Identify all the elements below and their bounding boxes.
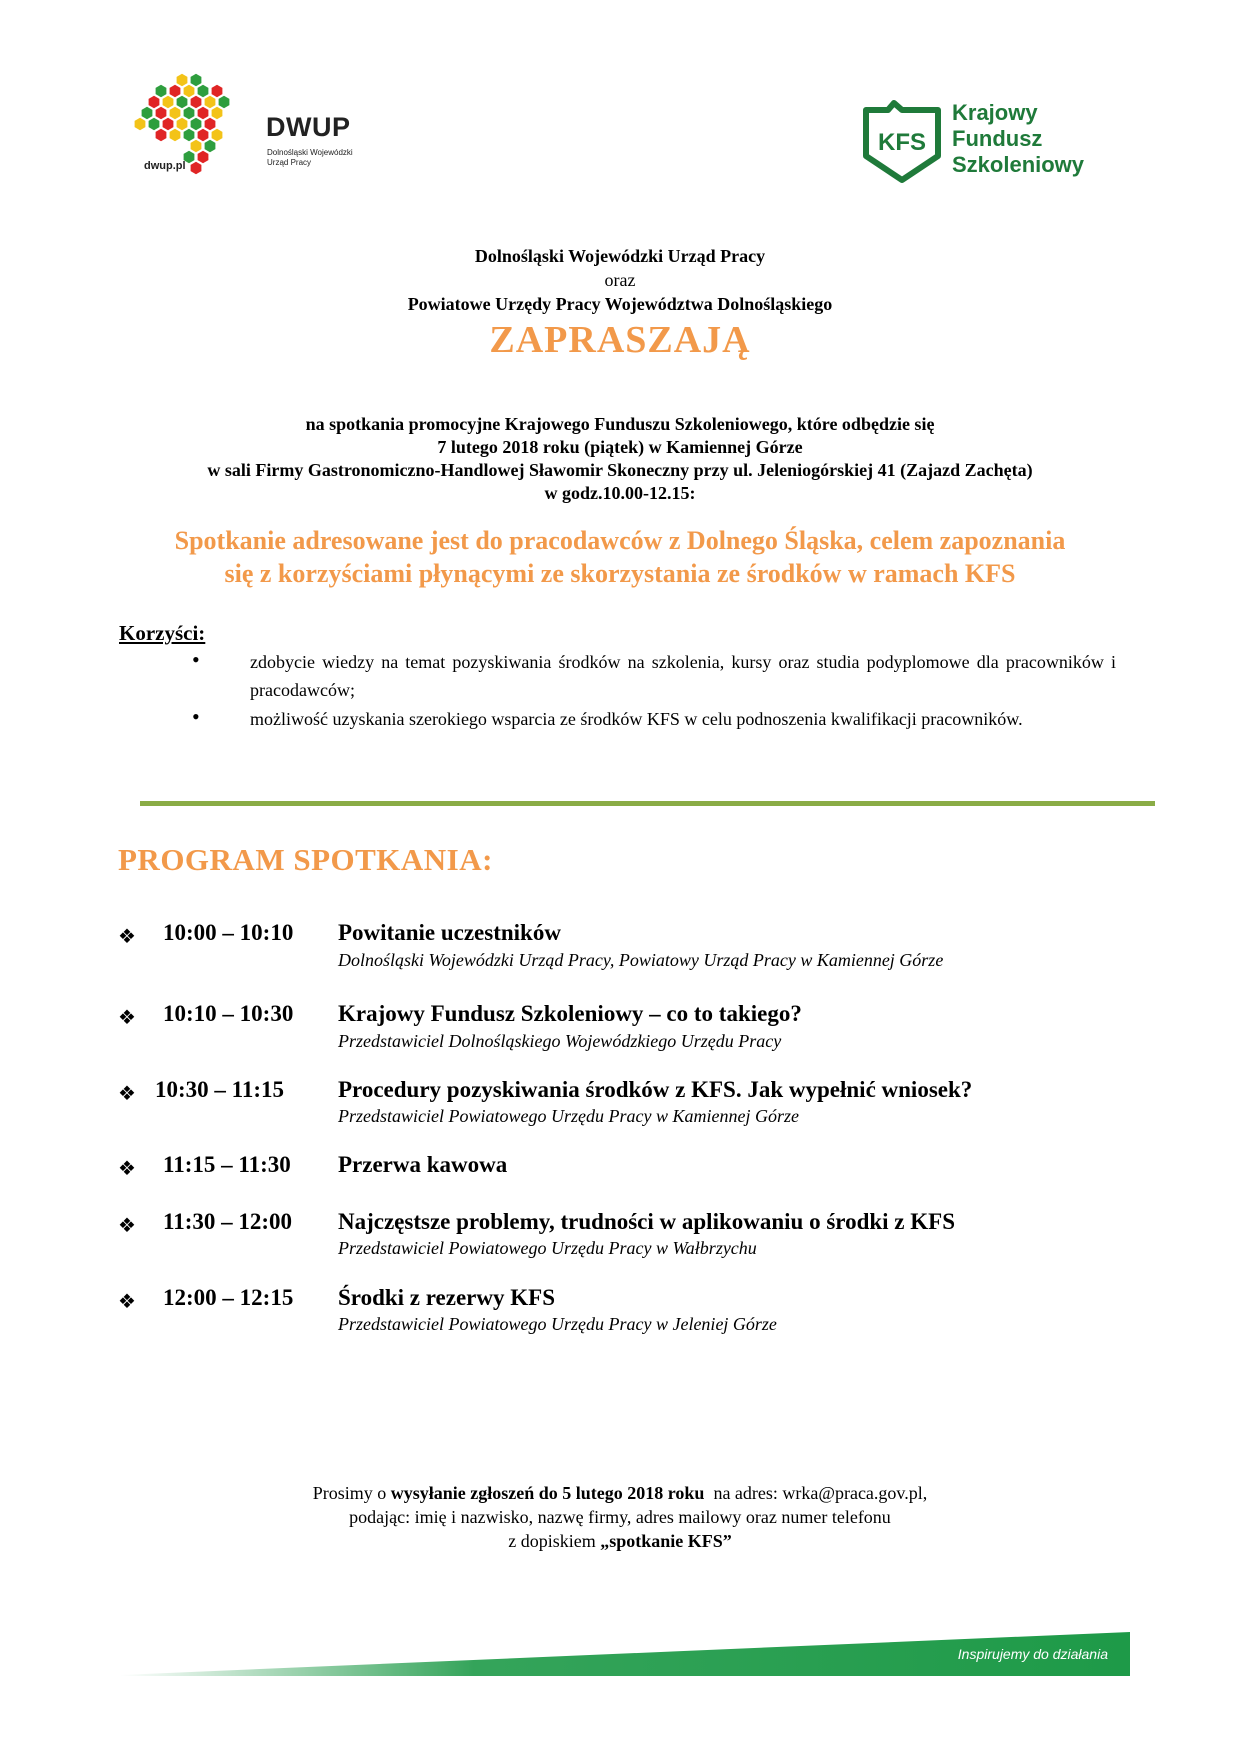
diamond-bullet-icon: ❖ [118, 1007, 136, 1029]
program-speaker: Przedstawiciel Dolnośląskiego Wojewódzkiego Urzędu Pracy [338, 1031, 782, 1051]
dwup-hexagon-cell [184, 107, 195, 119]
audience-line: Spotkanie adresowane jest do pracodawców z Dolnego Śląska, celem zapoznania [174, 526, 1066, 555]
dwup-hexagon-cell [156, 85, 167, 97]
dwup-hexagon-cell [177, 118, 188, 130]
dwup-hexagon-cell [156, 107, 167, 119]
kfs-name-line: Szkoleniowy [952, 152, 1085, 177]
dwup-hexagon-cell [184, 129, 195, 141]
dwup-hexagon-cell [170, 85, 181, 97]
tagline: Inspirujemy do działania [957, 1646, 1108, 1662]
dwup-hexagon-cell [163, 96, 174, 108]
registration-keyword: „spotkanie KFS” [600, 1531, 732, 1551]
dwup-hexagon-cell [198, 129, 209, 141]
diamond-bullet-icon: ❖ [118, 1215, 136, 1237]
invitation-line: w sali Firmy Gastronomiczno-Handlowej Sławomir Skoneczny przy ul. Jeleniogórskiej 41 (Zajazd Zachęta) [207, 460, 1033, 480]
dwup-hexagon-cell [205, 96, 216, 108]
benefit-item: zdobycie wiedzy na temat pozyskiwania środków na szkolenia, kursy oraz studia podyplomowe dla pracowników i pracodawców; [250, 652, 1116, 700]
dwup-hexagon-cell [191, 118, 202, 130]
registration-line: podając: imię i nazwisko, nazwę firmy, adres mailowy oraz numer telefonu [349, 1507, 891, 1527]
diamond-bullet-icon: ❖ [118, 926, 136, 948]
program-session-title: Procedury pozyskiwania środków z KFS. Jak wypełnić wniosek? [338, 1077, 973, 1102]
kfs-name-line: Krajowy [952, 100, 1038, 125]
program-time: 11:30 – 12:00 [163, 1209, 293, 1234]
registration-text: z dopiskiem [508, 1531, 601, 1551]
dwup-hexagon-cell [212, 107, 223, 119]
program-time: 10:00 – 10:10 [163, 920, 294, 945]
program-speaker: Przedstawiciel Powiatowego Urzędu Pracy w Wałbrzychu [338, 1238, 757, 1258]
dwup-hexagon-cell [177, 74, 188, 86]
dwup-logo-subtitle [267, 148, 353, 168]
dwup-hexagon-cell [170, 129, 181, 141]
program-title: PROGRAM SPOTKANIA: [118, 842, 493, 877]
bottom-band [120, 1628, 1130, 1676]
section-divider [140, 801, 1155, 806]
dwup-hexagon-cell [219, 96, 230, 108]
dwup-hexagon-cell [212, 85, 223, 97]
program-session-title: Najczęstsze problemy, trudności w aplikowaniu o środki z KFS [338, 1209, 955, 1234]
dwup-hexagon-cell [212, 129, 223, 141]
bullet-icon: • [192, 704, 200, 729]
dwup-hexagon-cell [191, 162, 202, 174]
program-time: 11:15 – 11:30 [163, 1152, 291, 1177]
dwup-hexagon-cell [156, 129, 167, 141]
dwup-hexagon-cell [198, 151, 209, 163]
dwup-hexagon-cell [191, 74, 202, 86]
kfs-logo-name [952, 100, 1084, 178]
invitation-line: w godz.10.00-12.15: [544, 483, 696, 503]
diamond-bullet-icon: ❖ [118, 1083, 136, 1105]
registration-line [0, 1529, 1240, 1553]
registration-text: Prosimy o [312, 1483, 391, 1503]
invitation-line: 7 lutego 2018 roku (piątek) w Kamiennej Górze [437, 437, 803, 457]
registration-note [0, 1481, 1240, 1553]
diamond-bullet-icon: ❖ [118, 1291, 136, 1313]
benefit-item: możliwość uzyskania szerokiego wsparcia ze środków KFS w celu podnoszenia kwalifikacji pracowników. [250, 709, 1023, 729]
program-time: 10:30 – 11:15 [155, 1077, 285, 1102]
registration-deadline: wysyłanie zgłoszeń do 5 lutego 2018 roku [390, 1483, 705, 1503]
dwup-logo [130, 72, 390, 192]
registration-address: na adres: wrka@praca.gov.pl, [704, 1483, 928, 1503]
dwup-hexagon-cell [205, 118, 216, 130]
kfs-name-line: Fundusz [952, 126, 1043, 151]
dwup-hexagon-cell [142, 107, 153, 119]
audience-block [0, 524, 1240, 590]
invitation-line: na spotkania promocyjne Krajowego Funduszu Szkoleniowego, które odbędzie się [305, 414, 935, 434]
dwup-hexagon-cell [198, 85, 209, 97]
organizer-2: Powiatowe Urzędy Pracy Województwa Dolnośląskiego [407, 294, 833, 314]
dwup-subtitle-line: Dolnośląski Wojewódzki [267, 148, 353, 157]
dwup-hexagon-cell [177, 96, 188, 108]
dwup-hexagon-cell [163, 118, 174, 130]
kfs-logo [860, 100, 1120, 190]
program-session-title: Powitanie uczestników [338, 920, 561, 945]
diamond-bullet-icon: ❖ [118, 1158, 136, 1180]
program-time: 12:00 – 12:15 [163, 1285, 294, 1310]
dwup-subtitle-line: Urząd Pracy [267, 158, 312, 167]
dwup-hexagon-cell [170, 107, 181, 119]
invitation-block [0, 413, 1240, 505]
benefits-title: Korzyści: [119, 621, 206, 645]
kfs-badge-text: KFS [878, 129, 926, 156]
audience-line: się z korzyściami płynącymi ze skorzystania ze środków w ramach KFS [224, 559, 1016, 588]
program-speaker: Przedstawiciel Powiatowego Urzędu Pracy w Jeleniej Górze [338, 1314, 777, 1334]
registration-line [0, 1481, 1240, 1505]
organizer-connector: oraz [604, 270, 636, 290]
dwup-hexagon-cell [191, 96, 202, 108]
dwup-hexagon-cell [198, 107, 209, 119]
headline: ZAPRASZAJĄ [489, 319, 751, 361]
program-session-title: Przerwa kawowa [338, 1152, 508, 1177]
bullet-icon: • [192, 647, 200, 672]
program-speaker: Dolnośląski Wojewódzki Urząd Pracy, Powiatowy Urząd Pracy w Kamiennej Górze [338, 950, 944, 970]
dwup-hexagon-cell [191, 140, 202, 152]
program-session-title: Środki z rezerwy KFS [338, 1285, 555, 1310]
kfs-shield-icon [860, 100, 944, 184]
dwup-hexagon-cell [149, 118, 160, 130]
program-time: 10:10 – 10:30 [163, 1001, 294, 1026]
dwup-hexagon-cell [205, 140, 216, 152]
dwup-logo-title: DWUP [266, 112, 351, 142]
dwup-hexagon-cell [184, 85, 195, 97]
organizer-1: Dolnośląski Wojewódzki Urząd Pracy [474, 246, 766, 266]
program-speaker: Przedstawiciel Powiatowego Urzędu Pracy w Kamiennej Górze [338, 1106, 799, 1126]
program-session-title: Krajowy Fundusz Szkoleniowy – co to takiego? [338, 1001, 802, 1026]
dwup-hexagon-cell [149, 96, 160, 108]
dwup-url: dwup.pl [144, 160, 186, 172]
dwup-hexagon-cell [135, 118, 146, 130]
